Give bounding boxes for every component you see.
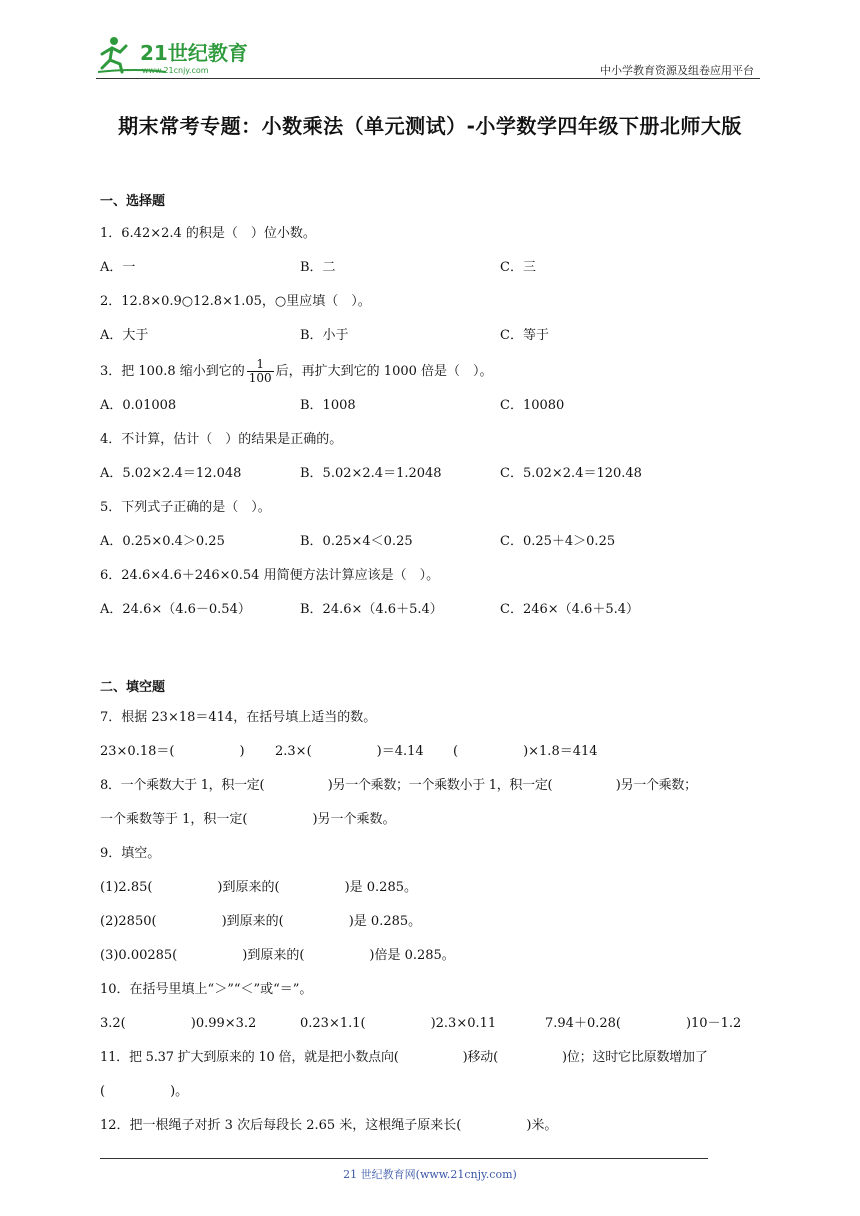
option-c: C．5.02×2.4＝120.48 (500, 466, 642, 481)
logo-text: 21世纪教育 (140, 41, 248, 65)
option-a: A．一 (100, 260, 136, 275)
question-10-comparisons (100, 1014, 768, 1034)
option-a: A．大于 (100, 328, 149, 343)
question-3-post: 后，再扩大到它的 1000 倍是（ ）。 (275, 364, 493, 379)
question-6: 6．24.6×4.6＋246×0.54 用简便方法计算应该是（ ）。 (100, 568, 440, 583)
logo-url: www.21cnjy.com (142, 66, 209, 75)
options-5 (100, 532, 768, 552)
options-3 (100, 396, 768, 416)
question-7-equations (100, 742, 768, 762)
option-c: C．10080 (500, 398, 565, 413)
footer-rule (100, 1158, 708, 1159)
fraction-numerator: 1 (247, 358, 274, 372)
question-3-pre: 3．把 100.8 缩小到它的 (100, 364, 245, 379)
question-9-part-1: (1)2.85( )到原来的( )是 0.285。 (100, 880, 417, 895)
question-1: 1．6.42×2.4 的积是（ ）位小数。 (100, 226, 316, 241)
exam-content (100, 190, 768, 1136)
question-9: 9．填空。 (100, 846, 161, 861)
option-a: A．0.25×0.4＞0.25 (100, 534, 225, 549)
options-4 (100, 464, 768, 484)
comparison-3: 7.94＋0.28( )10－1.2 (545, 1016, 742, 1031)
equation-1: 23×0.18＝( ) (100, 744, 245, 759)
section-heading-fill: 二、填空题 (100, 680, 166, 695)
question-11-line-2: ( )。 (100, 1084, 189, 1099)
logo (96, 34, 266, 76)
option-a: A．24.6×（4.6－0.54） (100, 602, 251, 617)
question-7: 7．根据 23×18＝414，在括号填上适当的数。 (100, 710, 377, 725)
question-5: 5．下列式子正确的是（ ）。 (100, 500, 271, 515)
fraction-denominator: 100 (248, 371, 272, 385)
option-b: B．小于 (300, 328, 349, 343)
question-9-part-3: (3)0.00285( )到原来的( )倍是 0.285。 (100, 948, 455, 963)
options-2 (100, 326, 768, 346)
option-c: C．0.25＋4＞0.25 (500, 534, 616, 549)
question-4: 4．不计算，估计（ ）的结果是正确的。 (100, 432, 343, 447)
options-1 (100, 258, 768, 278)
header-rule (96, 78, 760, 79)
option-c: C．等于 (500, 328, 549, 343)
question-12: 12．把一根绳子对折 3 次后每段长 2.65 米，这根绳子原来长( )米。 (100, 1118, 558, 1133)
options-6 (100, 600, 768, 620)
section-heading-choice: 一、选择题 (100, 194, 166, 209)
comparison-1: 3.2( )0.99×3.2 (100, 1016, 257, 1031)
option-b: B．24.6×（4.6＋5.4） (300, 602, 443, 617)
option-a: A．5.02×2.4＝12.048 (100, 466, 242, 481)
question-8-line-1: 8．一个乘数大于 1，积一定( )另一个乘数；一个乘数小于 1，积一定( )另一个乘数； (100, 778, 697, 793)
question-9-part-2: (2)2850( )到原来的( )是 0.285。 (100, 914, 422, 929)
fraction (247, 358, 274, 385)
header-slogan: 中小学教育资源及组卷应用平台 (600, 64, 754, 77)
question-2: 2．12.8×0.9○12.8×1.05，○里应填（ ）。 (100, 294, 371, 309)
question-11-line-1: 11．把 5.37 扩大到原来的 10 倍，就是把小数点向( )移动( )位；这时它比原数增加了 (100, 1050, 708, 1065)
page-footer: 21 世纪教育网(www.21cnjy.com) (343, 1168, 517, 1181)
page-header (96, 30, 760, 80)
page-title: 期末常考专题：小数乘法（单元测试）-小学数学四年级下册北师大版 (118, 114, 742, 138)
option-b: B．0.25×4＜0.25 (300, 534, 413, 549)
option-a: A．0.01008 (100, 398, 177, 413)
question-10: 10．在括号里填上“＞”“＜”或“＝”。 (100, 982, 313, 997)
option-b: B．1008 (300, 398, 356, 413)
option-b: B．5.02×2.4＝1.2048 (300, 466, 442, 481)
comparison-2: 0.23×1.1( )2.3×0.11 (300, 1016, 497, 1031)
option-c: C．246×（4.6＋5.4） (500, 602, 640, 617)
question-3 (100, 356, 768, 388)
option-b: B．二 (300, 260, 336, 275)
equation-3: ( )×1.8＝414 (453, 744, 598, 759)
equation-2: 2.3×( )＝4.14 (275, 744, 424, 759)
question-8-line-2: 一个乘数等于 1，积一定( )另一个乘数。 (100, 812, 396, 827)
option-c: C．三 (500, 260, 536, 275)
